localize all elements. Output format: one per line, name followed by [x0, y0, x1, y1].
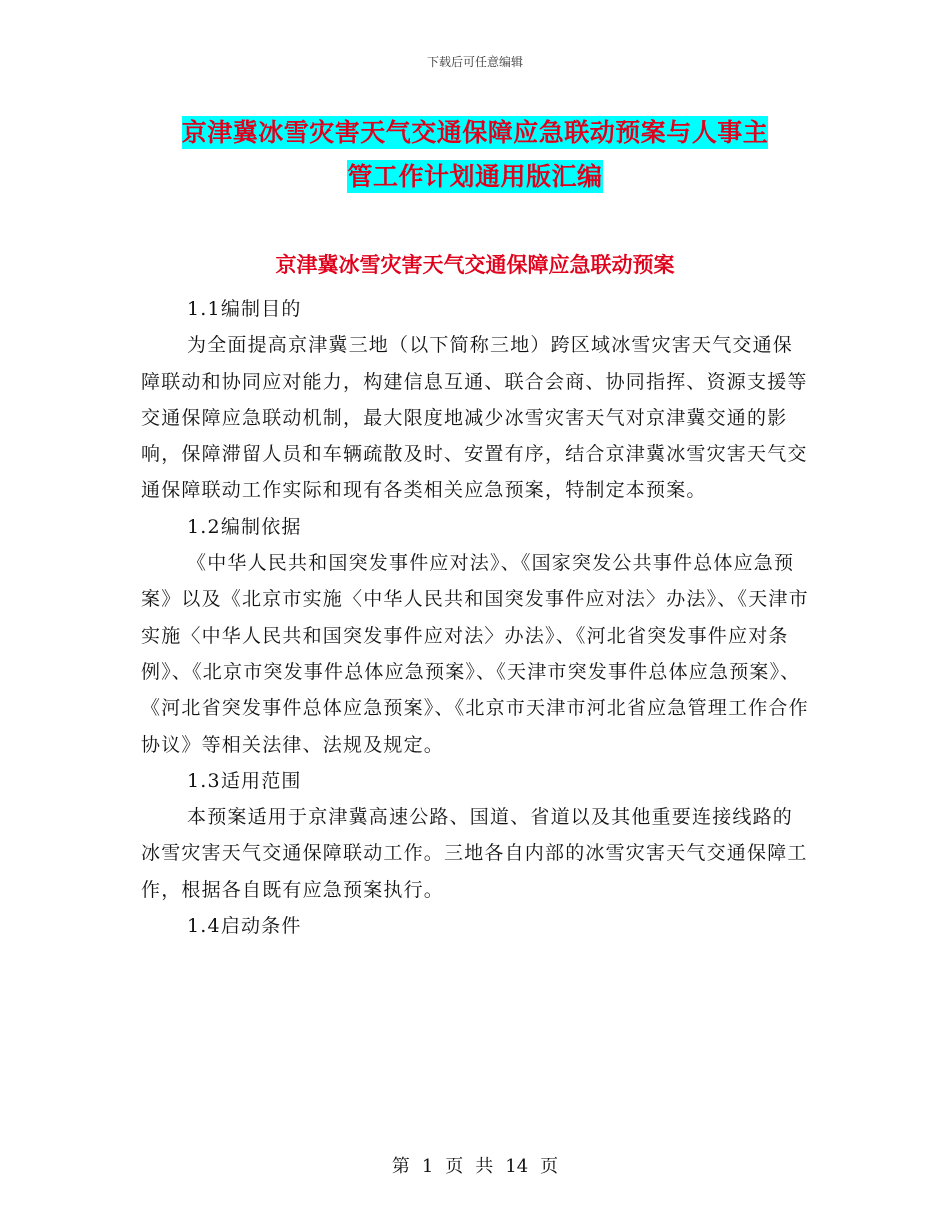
document-title-line-1 [0, 113, 950, 149]
document-body [141, 291, 811, 944]
title-highlight: 管工作计划通用版汇编 [347, 162, 603, 191]
footer-page-word: 第 [391, 1156, 410, 1177]
header-note: 下载后可任意编辑 [426, 55, 523, 69]
section-heading-1-3: 1.3适用范围 [187, 769, 302, 792]
section-paragraph-1-3: 本预案适用于京津冀高速公路、国道、省道以及其他重要连接线路的冰雪灾害天气交通保障联动工作。三地各自内部的冰雪灾害天气交通保障工作，根据各自既有应急预案执行。 [141, 806, 808, 901]
footer-total-word: 共 [475, 1156, 494, 1177]
title-highlight: 京津冀冰雪灾害天气交通保障应急联动预案与人事主 [181, 118, 769, 147]
section-paragraph-1-1: 为全面提高京津冀三地（以下简称三地）跨区域冰雪灾害天气交通保障联动和协同应对能力，构建信息互通、联合会商、协同指挥、资源支援等交通保障应急联动机制，最大限度地减少冰雪灾害天气对京津冀交通的影响，保障滞留人员和车辆疏散及时、安置有序，结合京津冀冰雪灾害天气交通保障联动工作实际和现有各类相关应急预案，特制定本预案。 [141, 334, 808, 502]
section-heading-1-4: 1.4启动条件 [187, 915, 302, 938]
section-paragraph-1-2: 《中华人民共和国突发事件应对法》、《国家突发公共事件总体应急预案》以及《北京市实施〈中华人民共和国突发事件应对法〉办法》、《天津市实施〈中华人民共和国突发事件应对法〉办法》、《河北省突发事件应对条例》、《北京市突发事件总体应急预案》、《天津市突发事件总体应急预案》、《河北省突发事件总体应急预案》、《北京市天津市河北省应急管理工作合作协议》等相关法律、法规及规定。 [141, 552, 809, 756]
page-footer [0, 1152, 950, 1178]
section-title: 京津冀冰雪灾害天气交通保障应急联动预案 [275, 253, 675, 277]
footer-total-unit: 页 [540, 1156, 559, 1177]
footer-total-pages: 14 [505, 1156, 529, 1177]
document-title-line-2 [0, 157, 950, 193]
footer-page-number: 1 [421, 1156, 434, 1177]
footer-page-unit: 页 [445, 1156, 464, 1177]
section-heading-1-2: 1.2编制依据 [187, 515, 302, 538]
section-heading-1-1: 1.1编制目的 [187, 298, 302, 320]
